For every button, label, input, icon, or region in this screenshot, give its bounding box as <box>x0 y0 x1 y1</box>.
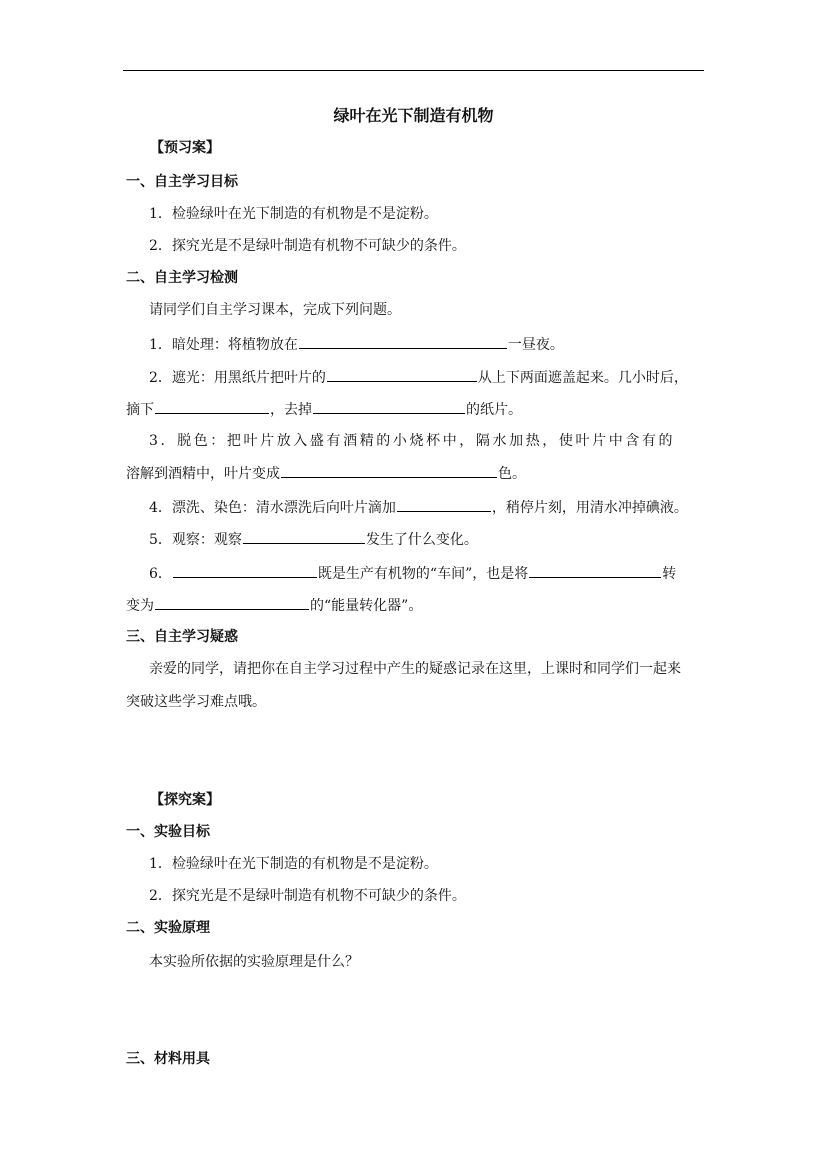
question-2 <box>149 367 688 387</box>
question-6-text-d: 变为 <box>126 598 154 614</box>
doubts-text-2: 突破这些学习难点哦。 <box>126 694 266 710</box>
preview-label: 【预习案】 <box>150 140 220 156</box>
answer-blank-2b[interactable] <box>155 399 269 414</box>
answer-blank-2a[interactable] <box>327 367 477 382</box>
question-5-text-a: 5．观察：观察 <box>149 532 242 548</box>
section-heading-doubts: 三、自主学习疑惑 <box>126 629 238 645</box>
answer-blank-1[interactable] <box>299 334 507 349</box>
question-1-text-b: 一昼夜。 <box>507 337 564 353</box>
section-heading-materials: 三、材料用具 <box>126 1051 210 1067</box>
question-4-text-b: ，稍停片刻，用清水冲掉碘液。 <box>491 500 688 516</box>
section-heading-check: 二、自主学习检测 <box>126 270 238 286</box>
question-6-text-c: 转 <box>662 566 677 582</box>
question-6-text-e: 的“能量转化器”。 <box>310 598 423 614</box>
answer-blank-2c[interactable] <box>313 399 465 414</box>
question-2-text-b: 从上下两面遮盖起来。几小时后， <box>477 370 688 386</box>
question-5 <box>149 529 478 549</box>
question-6-text-b: 既是生产有机物的“车间”，也是将 <box>317 566 529 582</box>
question-5-text-b: 发生了什么变化。 <box>365 532 478 548</box>
question-2-text-e: 的纸片。 <box>466 402 522 418</box>
page-title: 绿叶在光下制造有机物 <box>333 106 494 125</box>
header-rule <box>123 70 704 71</box>
question-4-text-a: 4．漂洗、染色：清水漂洗后向叶片滴加 <box>149 500 396 516</box>
question-1 <box>149 334 564 354</box>
question-2-cont <box>126 399 522 419</box>
goal-item-1: 1．检验绿叶在光下制造的有机物是不是淀粉。 <box>149 206 438 222</box>
question-3-text-c: 色。 <box>498 466 526 482</box>
question-1-text-a: 1．暗处理：将植物放在 <box>149 337 298 353</box>
exp-goal-item-2: 2．探究光是不是绿叶制造有机物不可缺少的条件。 <box>149 888 466 904</box>
answer-blank-6a[interactable] <box>173 563 317 578</box>
question-3: 3．脱色：把叶片放入盛有酒精的小烧杯中，隔水加热，使叶片中含有的 <box>149 433 676 449</box>
answer-blank-6c[interactable] <box>155 595 309 610</box>
question-6-text-a: 6． <box>149 566 172 582</box>
question-3-text-b: 溶解到酒精中，叶片变成 <box>126 466 280 482</box>
question-2-text-a: 2．遮光：用黑纸片把叶片的 <box>149 370 326 386</box>
answer-blank-3[interactable] <box>281 463 497 478</box>
answer-blank-5[interactable] <box>243 529 365 544</box>
question-2-text-d: ，去掉 <box>270 402 312 418</box>
question-6-cont <box>126 595 422 615</box>
section-heading-principle: 二、实验原理 <box>126 920 210 936</box>
principle-question: 本实验所依据的实验原理是什么？ <box>149 954 359 970</box>
goal-item-2: 2．探究光是不是绿叶制造有机物不可缺少的条件。 <box>149 238 466 254</box>
question-2-text-c: 摘下 <box>126 402 154 418</box>
answer-blank-4[interactable] <box>397 497 491 512</box>
section-heading-exp-goals: 一、实验目标 <box>126 824 210 840</box>
explore-label: 【探究案】 <box>150 792 220 808</box>
exp-goal-item-1: 1．检验绿叶在光下制造的有机物是不是淀粉。 <box>149 856 438 872</box>
question-3-cont <box>126 463 526 483</box>
section-heading-goals: 一、自主学习目标 <box>126 174 238 190</box>
answer-blank-6b[interactable] <box>529 563 661 578</box>
question-6 <box>149 563 676 583</box>
check-intro: 请同学们自主学习课本，完成下列问题。 <box>149 302 401 318</box>
question-4 <box>149 497 688 517</box>
doubts-text-1: 亲爱的同学，请把你在自主学习过程中产生的疑惑记录在这里，上课时和同学们一起来 <box>149 661 681 677</box>
